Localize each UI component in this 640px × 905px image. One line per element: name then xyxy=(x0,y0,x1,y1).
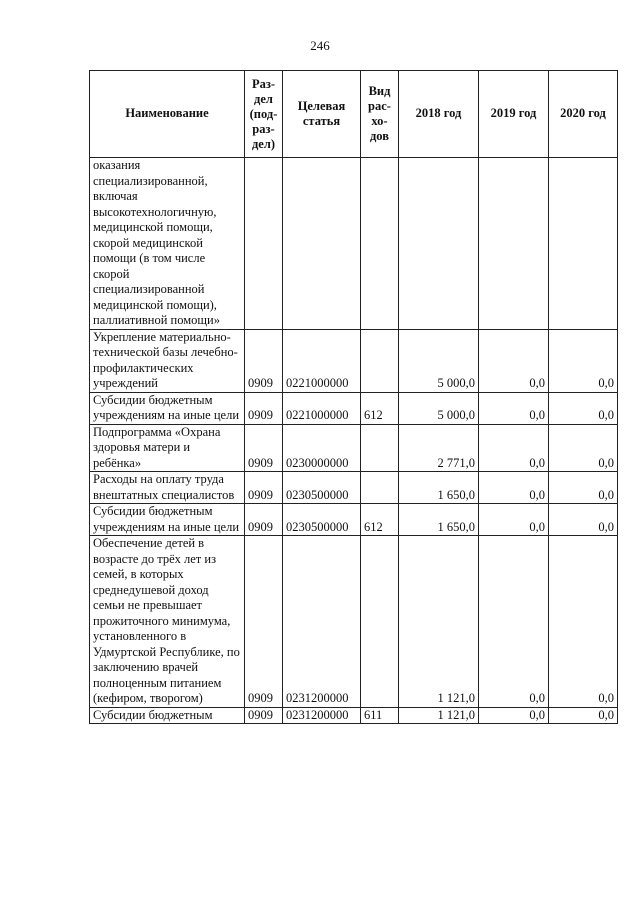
cell-2020: 0,0 xyxy=(549,424,618,472)
cell-expense-type xyxy=(361,158,399,330)
cell-2019: 0,0 xyxy=(479,392,549,424)
table-row xyxy=(90,504,618,536)
table-row xyxy=(90,707,618,724)
header-row xyxy=(90,71,618,158)
header-expense-type xyxy=(361,71,399,158)
cell-2018: 1 650,0 xyxy=(399,504,479,536)
cell-section xyxy=(245,158,283,330)
cell-section: 0909 xyxy=(245,707,283,724)
header-target-article-text: Целевая статья xyxy=(297,98,346,128)
header-2018: 2018 год xyxy=(399,71,479,158)
cell-target-article: 0231200000 xyxy=(283,536,361,708)
header-2020: 2020 год xyxy=(549,71,618,158)
cell-2020: 0,0 xyxy=(549,392,618,424)
cell-section: 0909 xyxy=(245,504,283,536)
cell-name: Обеспечение детей в возрасте до трёх лет из семей, в которых среднедушевой доход семьи не превышает прожиточного минимума, установленного в Удмуртской Республике, по заключению врачей полноценным питанием (кефиром, творогом) xyxy=(90,536,245,708)
cell-name: Субсидии бюджетным xyxy=(90,707,245,724)
cell-2018: 1 121,0 xyxy=(399,707,479,724)
cell-name: Подпрограмма «Охрана здоровья матери и ребёнка» xyxy=(90,424,245,472)
table-row xyxy=(90,392,618,424)
cell-target-article xyxy=(283,158,361,330)
header-section-text: Раз- дел (под- раз- дел) xyxy=(249,76,278,151)
cell-section: 0909 xyxy=(245,536,283,708)
cell-expense-type: 612 xyxy=(361,392,399,424)
cell-section: 0909 xyxy=(245,472,283,504)
cell-name: Расходы на оплату труда внештатных специалистов xyxy=(90,472,245,504)
cell-target-article: 0221000000 xyxy=(283,392,361,424)
cell-2019: 0,0 xyxy=(479,472,549,504)
table-row xyxy=(90,536,618,708)
budget-table xyxy=(89,70,618,724)
cell-section: 0909 xyxy=(245,424,283,472)
cell-2020: 0,0 xyxy=(549,536,618,708)
cell-expense-type xyxy=(361,424,399,472)
cell-2020: 0,0 xyxy=(549,472,618,504)
cell-expense-type xyxy=(361,536,399,708)
cell-2019 xyxy=(479,158,549,330)
cell-expense-type xyxy=(361,472,399,504)
header-expense-type-text: Вид рас- хо- дов xyxy=(368,84,391,143)
cell-2020: 0,0 xyxy=(549,707,618,724)
cell-section: 0909 xyxy=(245,392,283,424)
cell-target-article: 0230500000 xyxy=(283,504,361,536)
cell-target-article: 0230500000 xyxy=(283,472,361,504)
cell-2018: 2 771,0 xyxy=(399,424,479,472)
cell-expense-type xyxy=(361,329,399,392)
table-row xyxy=(90,158,618,330)
cell-2018: 5 000,0 xyxy=(399,329,479,392)
header-name: Наименование xyxy=(90,71,245,158)
cell-expense-type: 611 xyxy=(361,707,399,724)
cell-2018: 5 000,0 xyxy=(399,392,479,424)
table-row xyxy=(90,472,618,504)
cell-2019: 0,0 xyxy=(479,329,549,392)
cell-name: оказания специализированной, включая высокотехнологичную, медицинской помощи, скорой медицинской помощи (в том числе скорой специализированной медицинской помощи), паллиативной помощи» xyxy=(90,158,245,330)
cell-name: Укрепление материально-технической базы лечебно-профилактических учреждений xyxy=(90,329,245,392)
cell-section: 0909 xyxy=(245,329,283,392)
cell-expense-type: 612 xyxy=(361,504,399,536)
cell-2020: 0,0 xyxy=(549,504,618,536)
cell-2019: 0,0 xyxy=(479,707,549,724)
header-section xyxy=(245,71,283,158)
table-row xyxy=(90,329,618,392)
cell-2018 xyxy=(399,158,479,330)
table-row xyxy=(90,424,618,472)
cell-2020: 0,0 xyxy=(549,329,618,392)
cell-target-article: 0221000000 xyxy=(283,329,361,392)
cell-2020 xyxy=(549,158,618,330)
header-2019: 2019 год xyxy=(479,71,549,158)
cell-target-article: 0231200000 xyxy=(283,707,361,724)
cell-2019: 0,0 xyxy=(479,504,549,536)
cell-name: Субсидии бюджетным учреждениям на иные цели xyxy=(90,392,245,424)
header-target-article xyxy=(283,71,361,158)
cell-2018: 1 121,0 xyxy=(399,536,479,708)
cell-target-article: 0230000000 xyxy=(283,424,361,472)
cell-name: Субсидии бюджетным учреждениям на иные цели xyxy=(90,504,245,536)
cell-2019: 0,0 xyxy=(479,536,549,708)
cell-2018: 1 650,0 xyxy=(399,472,479,504)
page-number: 246 xyxy=(310,38,330,53)
cell-2019: 0,0 xyxy=(479,424,549,472)
